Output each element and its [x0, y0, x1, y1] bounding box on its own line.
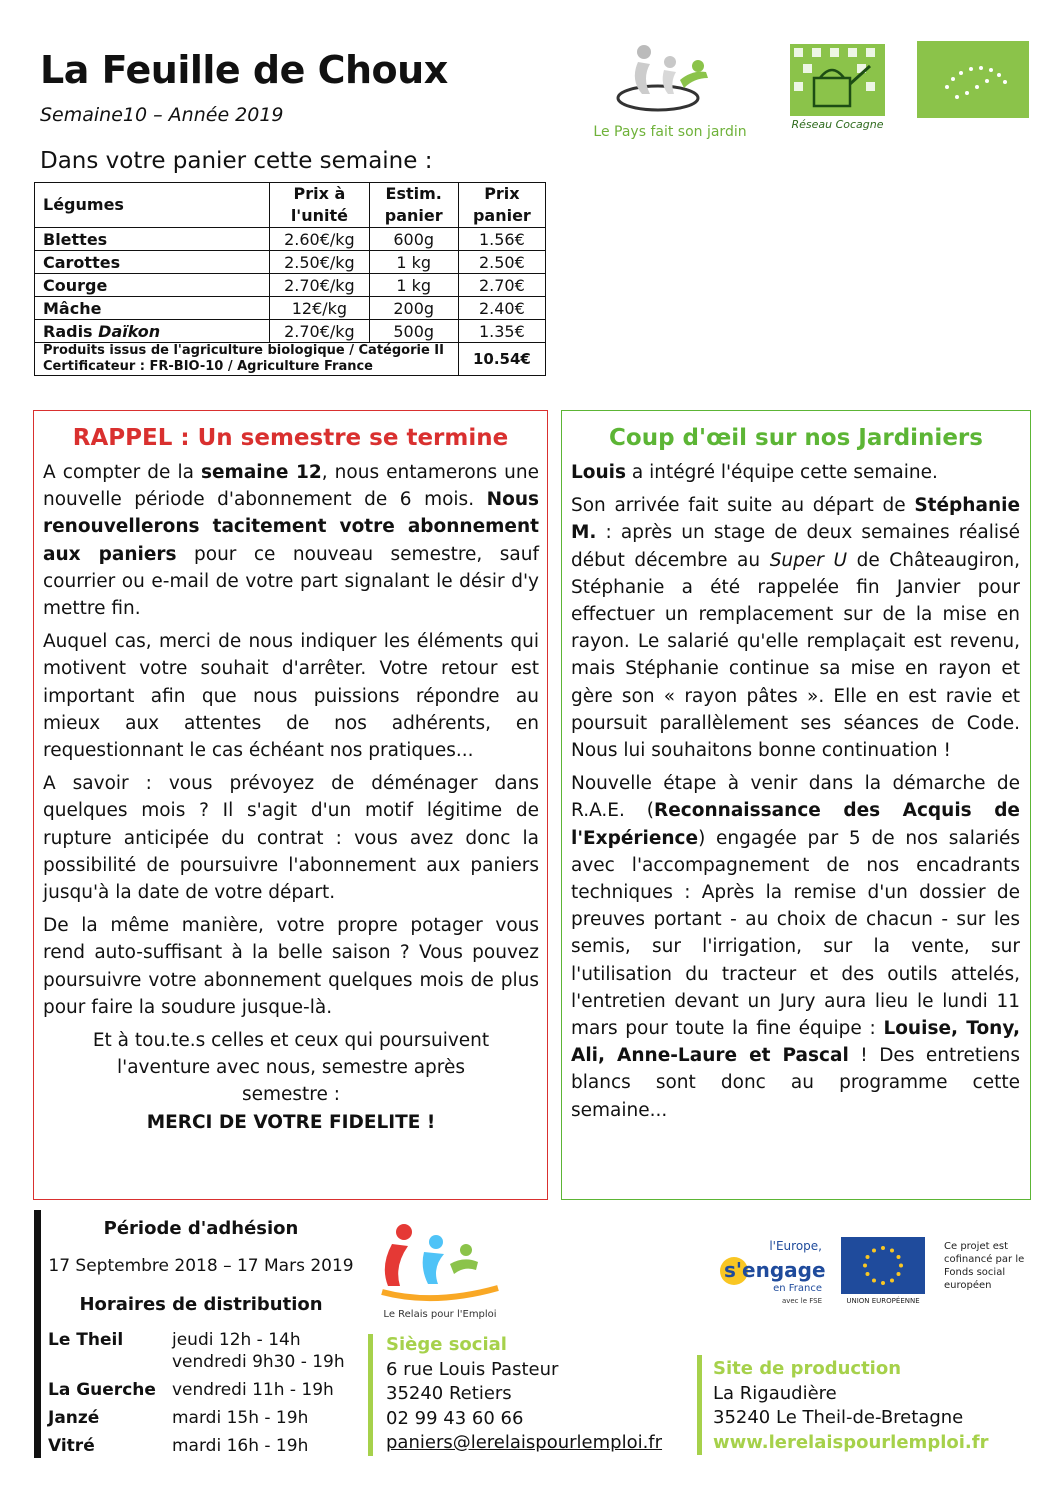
siege-title: Siège social — [386, 1334, 507, 1355]
jardiniers-title: Coup d'œil sur nos Jardiniers — [609, 425, 983, 451]
siege-divider — [368, 1334, 373, 1456]
siege-phone: 02 99 43 60 66 — [386, 1407, 524, 1429]
veg-price: 2.70€/kg — [270, 320, 369, 343]
table-row — [35, 320, 546, 343]
cocagne-logo-caption: Réseau Cocagne — [791, 118, 884, 131]
veg-price: 2.50€/kg — [270, 251, 369, 274]
eu-organic-logo — [917, 41, 1029, 118]
veg-name: Mâche — [35, 297, 270, 320]
horaires-title: Horaires de distribution — [79, 1294, 323, 1315]
siege-city-line: 35240 Retiers — [386, 1383, 512, 1404]
website-link[interactable]: www.lerelaispourlemploi.fr — [713, 1431, 989, 1453]
rappel-paragraph: De la même manière, votre propre potager vous rend auto-suffisant à la belle saison ? Vous pouvez poursuivre votre abonnement quelques mois de plus pour faire la soudure jusque-là. — [43, 915, 539, 1018]
veg-name: Courge — [35, 274, 270, 297]
veg-name: Blettes — [35, 228, 270, 251]
table-row — [35, 228, 546, 251]
europe-text-line1: l'Europe, — [769, 1239, 822, 1253]
pays-logo-graphic — [580, 40, 760, 120]
veg-estim: 1 kg — [369, 251, 458, 274]
periode-dates: 17 Septembre 2018 – 17 Mars 2019 — [48, 1256, 354, 1276]
table-row — [35, 274, 546, 297]
production-divider — [697, 1355, 702, 1455]
pays-logo-caption: Le Pays fait son jardin — [593, 124, 747, 140]
periode-title: Période d'adhésion — [103, 1218, 299, 1239]
veg-name: Carottes — [35, 251, 270, 274]
rappel-box — [33, 410, 548, 1200]
jardiniers-paragraph: Louis a intégré l'équipe cette semaine. — [571, 462, 938, 483]
veg-estim: 500g — [369, 320, 458, 343]
table-row — [35, 297, 546, 320]
relais-logo-graphic — [374, 1222, 506, 1308]
schedule-row: Le Theil jeudi 12h - 14h — [48, 1330, 301, 1350]
veg-price: 2.70€/kg — [270, 274, 369, 297]
veg-price: 2.60€/kg — [270, 228, 369, 251]
jardiniers-paragraph: Son arrivée fait suite au départ de Stéphanie M. : après un stage de deux semaines réalisé début décembre au Super U de Châteaugiron, Stéphanie a été rappelée fin Janvier pour effectuer un remplacement sur de la mise en rayon. Le salarié qu'elle remplaçait est revenu, mais Stéphanie continue sa mise en rayon et gère son « rayon pâtes ». Elle en est ravie et poursuit parallèlement ses séances de Code. Nous lui souhaitons bonne continuation ! — [571, 495, 1020, 762]
union-europeenne-logo — [841, 1237, 925, 1305]
rappel-closing: Et à tou.te.s celles et ceux qui poursuivent l'aventure avec nous, semestre après semestre : — [92, 1030, 490, 1106]
rappel-merci: MERCI DE VOTRE FIDELITE ! — [146, 1111, 436, 1133]
eu-organic-leaf-icon — [917, 41, 1029, 118]
fse-cofinance-text: Ce projet est cofinancé par le Fonds social européen — [944, 1241, 1025, 1291]
veg-estim: 1 kg — [369, 274, 458, 297]
cocagne-logo-graphic — [790, 44, 885, 116]
veg-total: 1.35€ — [458, 320, 545, 343]
header-estim-panier: Estim. panier — [369, 183, 458, 228]
distribution-schedule — [48, 1328, 345, 1459]
veg-estim: 200g — [369, 297, 458, 320]
rappel-title: RAPPEL : Un semestre se termine — [72, 425, 509, 451]
europe-sengage-graphic — [714, 1237, 826, 1307]
pays-fait-son-jardin-logo — [580, 40, 760, 140]
veg-total: 2.40€ — [458, 297, 545, 320]
newsletter-title: La Feuille de Choux — [40, 48, 448, 92]
europe-text-line3: en France — [773, 1283, 822, 1294]
basket-heading: Dans votre panier cette semaine : — [40, 148, 433, 174]
basket-table — [34, 182, 546, 376]
header-prix-unite: Prix à l'unité — [270, 183, 369, 228]
header-legumes: Légumes — [35, 183, 270, 228]
rappel-paragraph: A savoir : vous prévoyez de déménager dans quelques mois ? Il s'agit d'un motif légitime de rupture anticipée du contrat : vous avez donc la possibilité de poursuivre l'abonnement aux paniers jusqu'à la date de votre départ. — [43, 773, 539, 904]
siege-social-block — [386, 1333, 662, 1456]
production-address-line: La Rigaudière — [713, 1382, 837, 1404]
schedule-row: Janzé mardi 15h - 19h — [48, 1408, 309, 1428]
veg-total: 1.56€ — [458, 228, 545, 251]
issue-subtitle: Semaine10 – Année 2019 — [40, 104, 284, 126]
siege-address-line: 6 rue Louis Pasteur — [386, 1358, 559, 1380]
relais-pour-emploi-logo — [374, 1222, 506, 1332]
rappel-paragraph: A compter de la semaine 12, nous entamerons une nouvelle période d'abonnement de 6 mois. Nous renouvellerons tacitement votre abonnement aux paniers pour ce nouveau semestre, sauf courrier ou e-mail de votre part signalant le désir d'y mettre fin. — [43, 462, 539, 620]
relais-logo-caption: Le Relais pour l'Emploi — [383, 1309, 497, 1320]
rappel-paragraph: Auquel cas, merci de nous indiquer les éléments qui motivent votre souhait d'arrêter. Votre retour est important afin que nous puissions répondre au mieux aux attentes de nos adhérents, en requestionnant le cas échéant nos pratiques... — [43, 631, 539, 762]
table-footer-row — [35, 343, 546, 376]
production-title: Site de production — [713, 1358, 902, 1379]
europe-text-line4: avec le FSE — [781, 1297, 822, 1305]
europe-text-line2: s'engage — [724, 1258, 826, 1282]
europe-sengage-logo — [714, 1237, 826, 1307]
certification-note: Produits issus de l'agriculture biologique / Catégorie II Certificateur : FR-BIO-10 / Agriculture France — [35, 343, 459, 376]
veg-price: 12€/kg — [270, 297, 369, 320]
schedule-row: vendredi 9h30 - 19h — [172, 1352, 345, 1372]
table-row — [35, 251, 546, 274]
veg-name: Radis Daïkon — [35, 320, 270, 343]
schedule-row: La Guerche vendredi 11h - 19h — [48, 1380, 334, 1400]
production-city-line: 35240 Le Theil-de-Bretagne — [713, 1407, 964, 1428]
jardiniers-paragraph: Nouvelle étape à venir dans la démarche de R.A.E. (Reconnaissance des Acquis de l'Expérience) engagée par 5 de nos salariés avec l'accompagnement de nos encadrants techniques : Après la remise d'un dossier de preuves portant - au choix de chacun - sur les semis, sur l'irrigation, sur la vente, sur l'utilisation du tracteur et des outils attelés, l'entretien devant un Jury aura lieu le lundi 11 mars pour toute la fine équipe : Louise, Tony, Ali, Anne-Laure et Pascal ! Des entretiens blancs sont donc au programme cette semaine... — [571, 773, 1020, 1121]
schedule-row: Vitré mardi 16h - 19h — [48, 1436, 309, 1456]
reseau-cocagne-logo — [790, 44, 885, 134]
veg-total: 2.70€ — [458, 274, 545, 297]
eu-flag-icon — [841, 1237, 925, 1294]
footer-divider — [34, 1210, 41, 1458]
ue-caption: UNION EUROPÉENNE — [846, 1297, 920, 1305]
siege-email-link[interactable]: paniers@lerelaispourlemploi.fr — [386, 1432, 663, 1453]
jardiniers-box — [561, 410, 1031, 1200]
header-prix-panier: Prix panier — [458, 183, 545, 228]
grand-total: 10.54€ — [458, 343, 545, 376]
table-header-row — [35, 183, 546, 228]
veg-total: 2.50€ — [458, 251, 545, 274]
site-production-block — [713, 1357, 988, 1455]
veg-estim: 600g — [369, 228, 458, 251]
